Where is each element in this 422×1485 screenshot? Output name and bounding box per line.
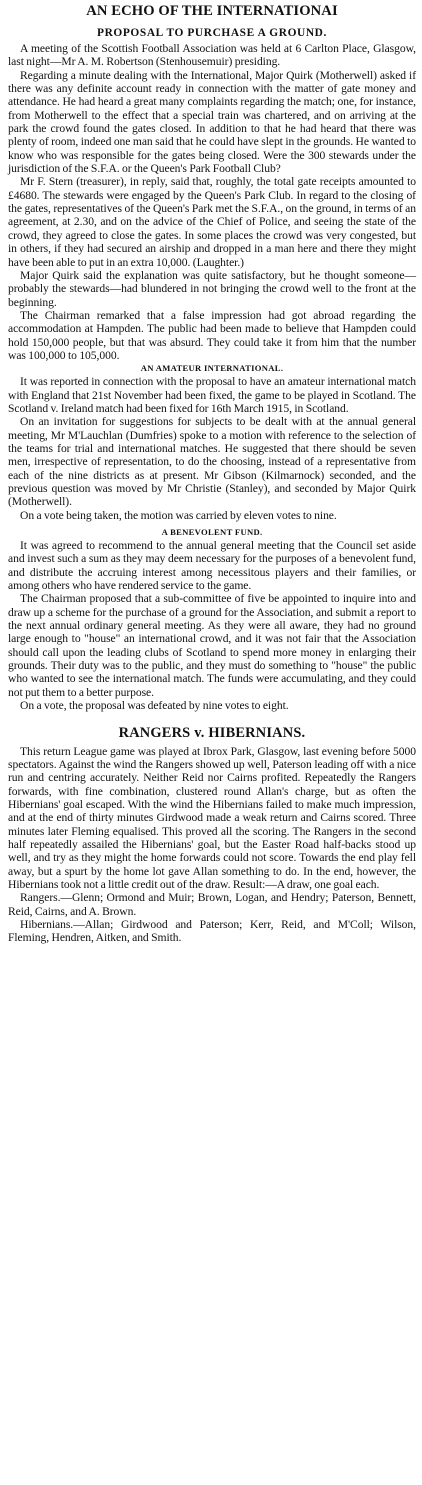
match-title: RANGERS v. HIBERNIANS. — [118, 724, 306, 741]
section-heading-benevolent: A BENEVOLENT FUND. — [161, 527, 263, 538]
article-title: AN ECHO OF THE INTERNATIONAI — [86, 3, 338, 19]
paragraph-chairman-hampden: The Chairman remarked that a false impression had got abroad regarding the accommodation at Hampden. The public had been made to believe that Hampden could hold 150,000 people, but that was absurd. They could take it from him that the number was 100,000 to 105,000. — [8, 308, 416, 362]
paragraph-amateur-match: It was reported in connection with the proposal to have an amateur international match with England that 21st November had been fixed, the game to be played in Scotland. The Scotland v. Ireland match had been fixed for 16th March 1915, in Scotland. — [8, 375, 416, 415]
paragraph-quirk-response: Major Quirk said the explanation was quite satisfactory, but he thought someone—probably the stewards—had blundered in not bringing the crowd well to the front at the beginning. — [8, 268, 416, 309]
paragraph-ground-proposal: The Chairman proposed that a sub-committee of five be appointed to inquire into and draw up a scheme for the purchase of a ground for the Association, and submit a report to the next annual ordinary general meeting. As they were all aware, they had no ground large enough to "house" an international crowd, and it was not fair that the Association should call upon the leading clubs of Scotland to spend more money in enlarging their grounds. Their duty was to the public, and they must do something to "house" the public who wanted to see the international match. The funds were accumulating, and they could not put them to a better purpose. — [8, 592, 416, 699]
section-heading-amateur: AN AMATEUR INTERNATIONAL. — [140, 363, 284, 374]
paragraph-rangers-lineup: Rangers.—Glenn; Ormond and Muir; Brown, Logan, and Hendry; Paterson, Bennett, Reid, Cairns, and A. Brown. — [8, 891, 416, 918]
section-heading-ground: PROPOSAL TO PURCHASE A GROUND. — [97, 27, 327, 39]
paragraph-benevolent-fund: It was agreed to recommend to the annual general meeting that the Council set aside and invest such a sum as they may deem necessary for the purposes of a benevolent fund, and distribute the accruing interest among necessitous players and their families, or among others who have rendered service to the game. — [8, 539, 416, 593]
paragraph-meeting: A meeting of the Scottish Football Association was held at 6 Carlton Place, Glasgow, last night—Mr A. M. Robertson (Stenhousemuir) presiding. — [8, 42, 416, 69]
paragraph-hibernians-lineup: Hibernians.—Allan; Girdwood and Paterson; Kerr, Reid, and M'Coll; Wilson, Fleming, Hendren, Aitken, and Smith. — [8, 917, 416, 945]
paragraph-quirk-question: Regarding a minute dealing with the International, Major Quirk (Motherwell) asked if there was any definite account ready in connection with the matter of gate money and attendance. He had heard a great many complaints regarding the match; one, for instance, from Motherwell to the effect that a special train was chartered, and on arriving at the park the crowd found the gates closed. In addition to that he had heard that there was plenty of room, indeed one man said that he could have slept in the grounds. He wanted to know who was responsible for the gates being closed. Were the 300 stewards under the jurisdiction of the S.F.A. or the Queen's Park Football Club? — [8, 68, 416, 176]
paragraph-proposal-defeated: On a vote, the proposal was defeated by nine votes to eight. — [20, 699, 289, 713]
paragraph-vote-result: On a vote being taken, the motion was carried by eleven votes to nine. — [20, 508, 337, 522]
paragraph-match-report: This return League game was played at Ibrox Park, Glasgow, last evening before 5000 spectators. Against the wind the Rangers showed up well, Paterson leading off with a nice run and centring accurately. Neither Reid nor Cairns profited. Repeatedly the Rangers forwards, with fine combination, clustered round Allan's charge, but as often the Hibernians' goal escaped. With the wind the Hibernians failed to make much impression, and at the end of thirty minutes Girdwood made a weak return and Cairns scored. Three minutes later Fleming equalised. This proved all the scoring. The Rangers in the second half repeatedly assailed the Hibernians' goal, but the Easter Road half-backs stood up well, and try as they might the home forwards could not score. Towards the end play fell away, but a spurt by the home lot gave Allan something to do. In the end, however, the Hibernians took not a little credit out of the draw. Result:—A draw, one goal each. — [8, 744, 416, 891]
paragraph-selection-motion: On an invitation for suggestions for subjects to be dealt with at the annual general meeting, Mr M'Lauchlan (Dumfries) spoke to a motion with reference to the selection of the teams for trial and international matches. He suggested that there should be seven men, irrespective of representation, to do the choosing, instead of a representative from each of the nine districts as at present. Mr Gibson (Kilmarnock) seconded, and the previous question was moved by Mr Christie (Stanley), and seconded by Major Quirk (Motherwell). — [8, 415, 416, 509]
paragraph-treasurer-reply: Mr F. Stern (treasurer), in reply, said that, roughly, the total gate receipts amounted to £4680. The stewards were engaged by the Queen's Park Club. In regard to the closing of the gates, representatives of the Queen's Park met the S.F.A., on the ground, in terms of an agreement, at 2.30, and on the advice of the Chief of Police, and seeing the state of the crowd, they agreed to close the gates. In some places the crowd was very congested, but in others, if they had secured an airship and dropped in a man here and there they might have been able to put in an extra 10,000. (Laughter.) — [8, 175, 416, 269]
